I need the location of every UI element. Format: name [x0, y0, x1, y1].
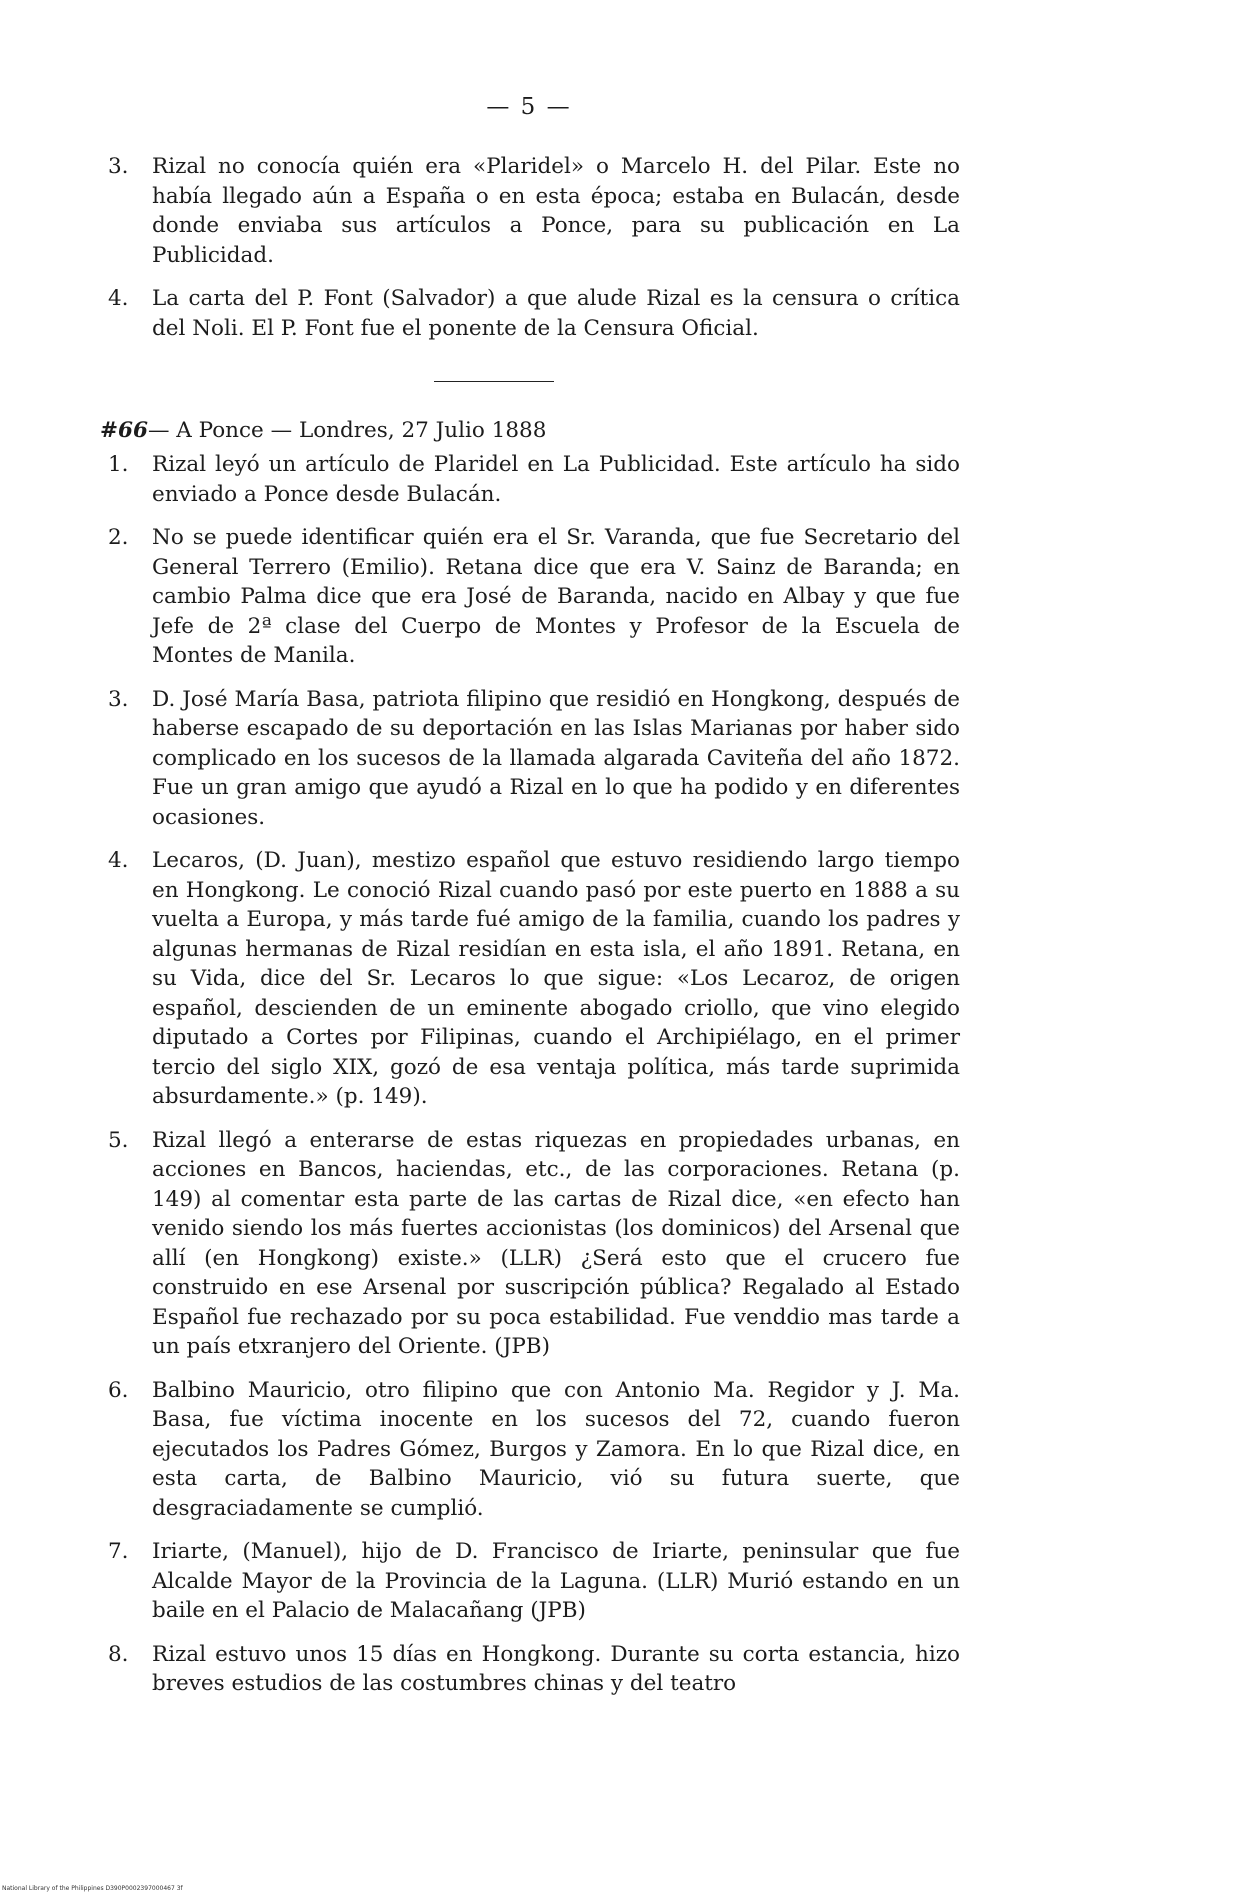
note-item: [100, 523, 960, 671]
note-item: [100, 1640, 960, 1699]
note-item: [100, 685, 960, 833]
note-text: Iriarte, (Manuel), hijo de D. Francisco de Iriarte, peninsular que fue Alcalde Mayor de la Provincia de la Laguna. (LLR) Murió estando en un baile en el Palacio de Malacañang (JPB): [152, 1539, 960, 1623]
page-number: — 5 —: [486, 94, 572, 120]
note-number: 3.: [108, 154, 129, 179]
note-number: 6.: [108, 1377, 129, 1403]
note-number: 5.: [108, 1127, 129, 1153]
letter-heading: [100, 416, 960, 446]
note-item: [100, 152, 960, 270]
letter-title: — A Ponce — Londres, 27 Julio 1888: [147, 418, 547, 443]
note-number: 7.: [108, 1539, 129, 1564]
note-number: 3.: [108, 686, 129, 712]
note-item: [100, 1376, 960, 1524]
note-text: La carta del P. Font (Salvador) a que alude Rizal es la censura o crítica del Noli. El P. Font fue el ponente de la Censura Oficial.: [152, 286, 960, 341]
note-text: Rizal no conocía quién era «Plaridel» o Marcelo H. del Pilar. Este no había llegado aún a España o en esta época; estaba en Bulacán, desde donde enviaba sus artículos a Ponce, para su publicación en La Publicidad.: [152, 154, 960, 268]
note-item: [100, 1537, 960, 1626]
note-item: [100, 846, 960, 1112]
note-text: D. José María Basa, patriota filipino que residió en Hongkong, después de haberse escapado de su deportación en las Islas Marianas por haber sido complicado en los sucesos de la llamada algarada Caviteña del año 1872. Fue un gran amigo que ayudó a Rizal en lo que ha podido y en diferentes ocasiones.: [152, 686, 960, 830]
note-number: 1.: [108, 452, 129, 477]
note-text: Balbino Mauricio, otro filipino que con Antonio Ma. Regidor y J. Ma. Basa, fue víctima inocente en los sucesos del 72, cuando fueron ejecutados los Padres Gómez, Burgos y Zamora. En lo que Rizal dice, en esta carta, de Balbino Mauricio, vió su futura suerte, que desgraciadamente se cumplió.: [152, 1377, 960, 1521]
letter-id: #66: [100, 418, 148, 443]
note-item: [100, 450, 960, 509]
note-text: Rizal llegó a enterarse de estas riquezas en propiedades urbanas, en acciones en Bancos, haciendas, etc., de las corporaciones. Retana (p. 149) al comentar esta parte de las cartas de Rizal dice, «en efecto han venido siendo los más fuertes accionistas (los dominicos) del Arsenal que allí (en Hongkong) existe.» (LLR) ¿Será esto que el crucero fue construido en ese Arsenal por suscripción pública? Regalado al Estado Español fue rechazado por su poca estabilidad. Fue venddio mas tarde a un país etxranjero del Oriente. (JPB): [152, 1127, 960, 1359]
note-text: Lecaros, (D. Juan), mestizo español que estuvo residiendo largo tiempo en Hongkong. Le conoció Rizal cuando pasó por este puerto en 1888 a su vuelta a Europa, y más tarde fué amigo de la familia, cuando los padres y algunas hermanas de Rizal residían en esta isla, el año 1891. Retana, en su Vida, dice del Sr. Lecaros lo que sigue: «Los Lecaroz, de origen español, descienden de un eminente abogado criollo, que vino elegido diputado a Cortes por Filipinas, cuando el Archipiélago, en el primer tercio del siglo XIX, gozó de esa ventaja política, más tarde suprimida absurdamente.» (p. 149).: [152, 848, 960, 1109]
note-number: 2.: [108, 525, 129, 550]
note-number: 8.: [108, 1641, 129, 1667]
section-divider: [434, 381, 554, 382]
note-number: 4.: [108, 286, 129, 311]
note-item: [100, 284, 960, 343]
notes-top-section: [100, 152, 960, 1699]
note-text: Rizal leyó un artículo de Plaridel en La Publicidad. Este artículo ha sido enviado a Ponce desde Bulacán.: [152, 452, 960, 507]
note-number: 4.: [108, 848, 129, 873]
note-item: [100, 1126, 960, 1362]
footer-credit: National Library of the Philippines D390P0002397000467 3f: [2, 1885, 183, 1892]
note-text: Rizal estuvo unos 15 días en Hongkong. Durante su corta estancia, hizo breves estudios de las costumbres chinas y del teatro: [152, 1641, 960, 1696]
note-text: No se puede identificar quién era el Sr. Varanda, que fue Secretario del General Terrero (Emilio). Retana dice que era V. Sainz de Baranda; en cambio Palma dice que era José de Baranda, nacido en Albay y que fue Jefe de 2ª clase del Cuerpo de Montes y Profesor de la Escuela de Montes de Manila.: [152, 525, 960, 668]
